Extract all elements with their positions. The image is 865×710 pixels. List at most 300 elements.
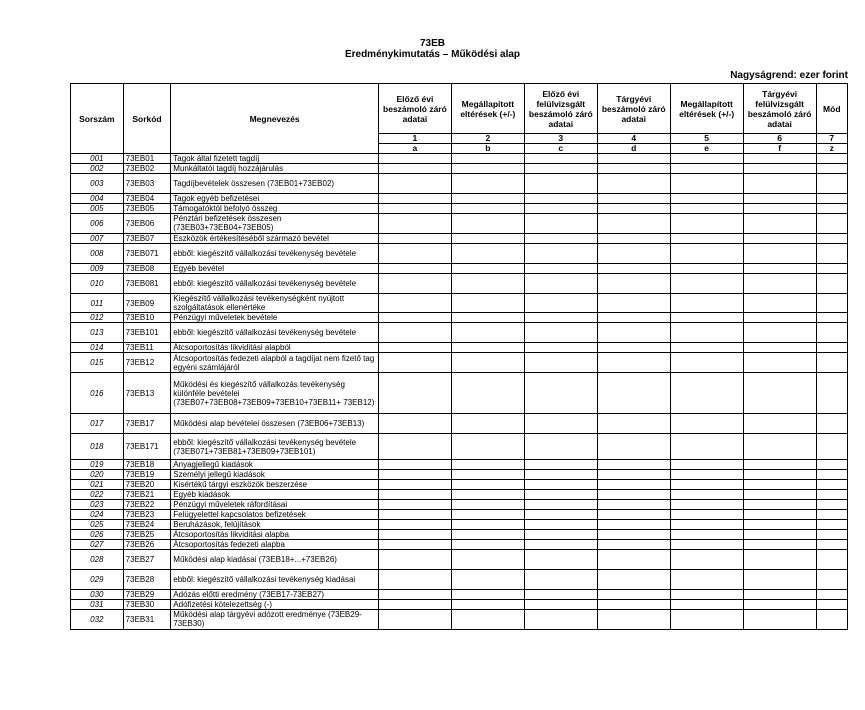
value-cell-z[interactable] (816, 510, 847, 520)
value-cell-a[interactable] (378, 233, 451, 243)
row-number: 016 (71, 373, 124, 414)
col-header-6: Tárgyévi felülvizsgált beszámoló záró adatai (743, 84, 816, 134)
value-cell-f[interactable] (743, 500, 816, 510)
value-cell-a[interactable] (378, 460, 451, 470)
row-code: 73EB09 (123, 293, 171, 313)
value-cell-d[interactable] (597, 243, 670, 263)
value-cell-b[interactable] (451, 373, 524, 414)
value-cell-b[interactable] (451, 193, 524, 203)
value-cell-f[interactable] (743, 193, 816, 203)
value-cell-z[interactable] (816, 174, 847, 194)
value-cell-c[interactable] (524, 273, 597, 293)
table-row (71, 243, 848, 263)
value-cell-c[interactable] (524, 510, 597, 520)
value-cell-f[interactable] (743, 343, 816, 353)
value-cell-a[interactable] (378, 174, 451, 194)
row-code: 73EB01 (123, 154, 171, 164)
form-code: 73EB (419, 38, 445, 49)
value-cell-z[interactable] (816, 609, 847, 629)
row-code: 73EB28 (123, 569, 171, 589)
col-header-mod: Mód (816, 84, 847, 134)
value-cell-e[interactable] (670, 164, 743, 174)
value-cell-f[interactable] (743, 510, 816, 520)
value-cell-e[interactable] (670, 589, 743, 599)
value-cell-e[interactable] (670, 609, 743, 629)
value-cell-f[interactable] (743, 599, 816, 609)
value-cell-e[interactable] (670, 353, 743, 373)
value-cell-b[interactable] (451, 530, 524, 540)
value-cell-c[interactable] (524, 213, 597, 233)
value-cell-z[interactable] (816, 480, 847, 490)
value-cell-b[interactable] (451, 500, 524, 510)
value-cell-z[interactable] (816, 154, 847, 164)
value-cell-e[interactable] (670, 373, 743, 414)
row-code: 73EB08 (123, 263, 171, 273)
value-cell-d[interactable] (597, 500, 670, 510)
value-cell-c[interactable] (524, 480, 597, 490)
value-cell-c[interactable] (524, 599, 597, 609)
value-cell-d[interactable] (597, 213, 670, 233)
table-row (71, 470, 848, 480)
value-cell-d[interactable] (597, 540, 670, 550)
value-cell-b[interactable] (451, 434, 524, 460)
value-cell-e[interactable] (670, 569, 743, 589)
value-cell-b[interactable] (451, 343, 524, 353)
table-row (71, 434, 848, 460)
col-letter: b (451, 144, 524, 154)
value-cell-z[interactable] (816, 500, 847, 510)
value-cell-d[interactable] (597, 414, 670, 434)
value-cell-e[interactable] (670, 530, 743, 540)
value-cell-f[interactable] (743, 550, 816, 570)
value-cell-a[interactable] (378, 213, 451, 233)
value-cell-e[interactable] (670, 550, 743, 570)
value-cell-f[interactable] (743, 293, 816, 313)
value-cell-c[interactable] (524, 313, 597, 323)
row-number: 018 (71, 434, 124, 460)
value-cell-d[interactable] (597, 550, 670, 570)
value-cell-e[interactable] (670, 154, 743, 164)
row-code: 73EB13 (123, 373, 171, 414)
value-cell-e[interactable] (670, 243, 743, 263)
col-letter: e (670, 144, 743, 154)
value-cell-c[interactable] (524, 293, 597, 313)
value-cell-d[interactable] (597, 174, 670, 194)
value-cell-c[interactable] (524, 540, 597, 550)
row-description: Anyagjellegű kiadások (171, 460, 379, 470)
value-cell-a[interactable] (378, 353, 451, 373)
value-cell-z[interactable] (816, 373, 847, 414)
value-cell-a[interactable] (378, 273, 451, 293)
value-cell-a[interactable] (378, 500, 451, 510)
value-cell-f[interactable] (743, 213, 816, 233)
value-cell-f[interactable] (743, 470, 816, 480)
table-row (71, 480, 848, 490)
value-cell-f[interactable] (743, 609, 816, 629)
row-description: ebből: kiegészítő vállalkozási tevékenység bevétele (171, 323, 379, 343)
value-cell-c[interactable] (524, 353, 597, 373)
value-cell-b[interactable] (451, 470, 524, 480)
value-cell-e[interactable] (670, 174, 743, 194)
row-number: 020 (71, 470, 124, 480)
value-cell-a[interactable] (378, 154, 451, 164)
value-cell-d[interactable] (597, 193, 670, 203)
value-cell-b[interactable] (451, 323, 524, 343)
value-cell-d[interactable] (597, 273, 670, 293)
row-code: 73EB171 (123, 434, 171, 460)
col-number: 5 (670, 134, 743, 144)
value-cell-d[interactable] (597, 480, 670, 490)
row-description: Működési alap tárgyévi adózott eredménye (73EB29-73EB30) (171, 609, 379, 629)
value-cell-z[interactable] (816, 263, 847, 273)
value-cell-e[interactable] (670, 233, 743, 243)
row-description: Adófizetési kötelezettség (-) (171, 599, 379, 609)
row-description: Pénztári befizetések összesen (73EB03+73EB04+73EB05) (171, 213, 379, 233)
value-cell-z[interactable] (816, 203, 847, 213)
value-cell-e[interactable] (670, 263, 743, 273)
value-cell-a[interactable] (378, 490, 451, 500)
value-cell-f[interactable] (743, 520, 816, 530)
value-cell-c[interactable] (524, 569, 597, 589)
value-cell-f[interactable] (743, 154, 816, 164)
row-number: 007 (71, 233, 124, 243)
row-number: 001 (71, 154, 124, 164)
col-header-3: Előző évi felülvizsgált beszámoló záró adatai (524, 84, 597, 134)
value-cell-z[interactable] (816, 470, 847, 480)
value-cell-d[interactable] (597, 343, 670, 353)
value-cell-c[interactable] (524, 154, 597, 164)
value-cell-b[interactable] (451, 243, 524, 263)
value-cell-f[interactable] (743, 414, 816, 434)
value-cell-z[interactable] (816, 164, 847, 174)
row-number: 013 (71, 323, 124, 343)
value-cell-b[interactable] (451, 589, 524, 599)
row-code: 73EB04 (123, 193, 171, 203)
value-cell-b[interactable] (451, 460, 524, 470)
value-cell-a[interactable] (378, 373, 451, 414)
col-letter: c (524, 144, 597, 154)
income-statement-table (70, 83, 848, 630)
value-cell-c[interactable] (524, 530, 597, 540)
row-code: 73EB11 (123, 343, 171, 353)
table-row (71, 174, 848, 194)
value-cell-a[interactable] (378, 470, 451, 480)
value-cell-a[interactable] (378, 540, 451, 550)
value-cell-d[interactable] (597, 164, 670, 174)
value-cell-b[interactable] (451, 313, 524, 323)
value-cell-b[interactable] (451, 510, 524, 520)
value-cell-d[interactable] (597, 510, 670, 520)
value-cell-z[interactable] (816, 530, 847, 540)
value-cell-a[interactable] (378, 323, 451, 343)
value-cell-c[interactable] (524, 589, 597, 599)
col-header-megnevezes: Megnevezés (171, 84, 379, 154)
value-cell-e[interactable] (670, 313, 743, 323)
value-cell-z[interactable] (816, 589, 847, 599)
value-cell-e[interactable] (670, 203, 743, 213)
value-cell-a[interactable] (378, 480, 451, 490)
value-cell-d[interactable] (597, 530, 670, 540)
value-cell-f[interactable] (743, 174, 816, 194)
value-cell-d[interactable] (597, 233, 670, 243)
value-cell-e[interactable] (670, 273, 743, 293)
row-number: 023 (71, 500, 124, 510)
value-cell-b[interactable] (451, 540, 524, 550)
col-header-1: Előző évi beszámoló záró adatai (378, 84, 451, 134)
value-cell-e[interactable] (670, 434, 743, 460)
value-cell-f[interactable] (743, 569, 816, 589)
value-cell-c[interactable] (524, 243, 597, 263)
value-cell-d[interactable] (597, 434, 670, 460)
value-cell-d[interactable] (597, 323, 670, 343)
row-description: ebből: kiegészítő vállalkozási tevékenység kiadásai (171, 569, 379, 589)
value-cell-b[interactable] (451, 154, 524, 164)
value-cell-f[interactable] (743, 460, 816, 470)
value-cell-z[interactable] (816, 520, 847, 530)
value-cell-e[interactable] (670, 193, 743, 203)
value-cell-f[interactable] (743, 589, 816, 599)
value-cell-b[interactable] (451, 293, 524, 313)
table-row (71, 213, 848, 233)
value-cell-d[interactable] (597, 470, 670, 480)
value-cell-c[interactable] (524, 500, 597, 510)
value-cell-f[interactable] (743, 490, 816, 500)
row-code: 73EB29 (123, 589, 171, 599)
value-cell-b[interactable] (451, 480, 524, 490)
value-cell-e[interactable] (670, 460, 743, 470)
value-cell-f[interactable] (743, 323, 816, 343)
value-cell-z[interactable] (816, 414, 847, 434)
value-cell-c[interactable] (524, 343, 597, 353)
value-cell-z[interactable] (816, 353, 847, 373)
row-number: 021 (71, 480, 124, 490)
value-cell-b[interactable] (451, 599, 524, 609)
row-number: 010 (71, 273, 124, 293)
value-cell-b[interactable] (451, 609, 524, 629)
value-cell-b[interactable] (451, 233, 524, 243)
form-title: Eredménykimutatás – Működési alap (344, 49, 521, 60)
value-cell-e[interactable] (670, 510, 743, 520)
value-cell-c[interactable] (524, 233, 597, 243)
value-cell-d[interactable] (597, 460, 670, 470)
value-cell-f[interactable] (743, 480, 816, 490)
value-cell-c[interactable] (524, 193, 597, 203)
value-cell-d[interactable] (597, 203, 670, 213)
table-row (71, 323, 848, 343)
value-cell-d[interactable] (597, 569, 670, 589)
value-cell-d[interactable] (597, 599, 670, 609)
row-description: Tagok egyéb befizetései (171, 193, 379, 203)
value-cell-b[interactable] (451, 203, 524, 213)
value-cell-a[interactable] (378, 589, 451, 599)
row-number: 032 (71, 609, 124, 629)
value-cell-a[interactable] (378, 414, 451, 434)
value-cell-b[interactable] (451, 164, 524, 174)
value-cell-c[interactable] (524, 490, 597, 500)
row-description: Pénzügyi műveletek ráfordításai (171, 500, 379, 510)
value-cell-e[interactable] (670, 293, 743, 313)
table-row (71, 273, 848, 293)
value-cell-z[interactable] (816, 193, 847, 203)
value-cell-f[interactable] (743, 273, 816, 293)
value-cell-e[interactable] (670, 599, 743, 609)
value-cell-a[interactable] (378, 520, 451, 530)
value-cell-c[interactable] (524, 460, 597, 470)
value-cell-d[interactable] (597, 293, 670, 313)
value-cell-e[interactable] (670, 414, 743, 434)
value-cell-d[interactable] (597, 263, 670, 273)
value-cell-z[interactable] (816, 213, 847, 233)
value-cell-c[interactable] (524, 434, 597, 460)
value-cell-f[interactable] (743, 164, 816, 174)
row-number: 027 (71, 540, 124, 550)
value-cell-a[interactable] (378, 569, 451, 589)
row-code: 73EB30 (123, 599, 171, 609)
row-number: 004 (71, 193, 124, 203)
value-cell-d[interactable] (597, 373, 670, 414)
row-code: 73EB25 (123, 530, 171, 540)
value-cell-c[interactable] (524, 609, 597, 629)
value-cell-c[interactable] (524, 323, 597, 343)
row-number: 012 (71, 313, 124, 323)
value-cell-z[interactable] (816, 293, 847, 313)
row-code: 73EB10 (123, 313, 171, 323)
row-description: Működési alap bevételei összesen (73EB06+73EB13) (171, 414, 379, 434)
row-code: 73EB071 (123, 243, 171, 263)
value-cell-a[interactable] (378, 164, 451, 174)
value-cell-a[interactable] (378, 343, 451, 353)
value-cell-z[interactable] (816, 460, 847, 470)
row-number: 031 (71, 599, 124, 609)
row-description: Adózás előtti eredmény (73EB17-73EB27) (171, 589, 379, 599)
value-cell-z[interactable] (816, 243, 847, 263)
value-cell-d[interactable] (597, 520, 670, 530)
value-cell-z[interactable] (816, 313, 847, 323)
row-number: 028 (71, 550, 124, 570)
value-cell-e[interactable] (670, 520, 743, 530)
value-cell-c[interactable] (524, 263, 597, 273)
value-cell-a[interactable] (378, 510, 451, 520)
value-cell-d[interactable] (597, 589, 670, 599)
value-cell-a[interactable] (378, 609, 451, 629)
value-cell-z[interactable] (816, 273, 847, 293)
value-cell-b[interactable] (451, 520, 524, 530)
value-cell-a[interactable] (378, 203, 451, 213)
value-cell-c[interactable] (524, 373, 597, 414)
value-cell-z[interactable] (816, 490, 847, 500)
value-cell-z[interactable] (816, 343, 847, 353)
row-description: Átcsoportosítás likviditási alapból (171, 343, 379, 353)
value-cell-f[interactable] (743, 263, 816, 273)
value-cell-a[interactable] (378, 293, 451, 313)
value-cell-f[interactable] (743, 434, 816, 460)
value-cell-b[interactable] (451, 490, 524, 500)
value-cell-z[interactable] (816, 323, 847, 343)
row-number: 009 (71, 263, 124, 273)
row-description: Pénzügyi műveletek bevétele (171, 313, 379, 323)
value-cell-c[interactable] (524, 520, 597, 530)
value-cell-e[interactable] (670, 213, 743, 233)
value-cell-c[interactable] (524, 414, 597, 434)
value-cell-c[interactable] (524, 203, 597, 213)
value-cell-a[interactable] (378, 243, 451, 263)
value-cell-e[interactable] (670, 480, 743, 490)
row-description: Eszközök értékesítéséből származó bevétel (171, 233, 379, 243)
value-cell-z[interactable] (816, 434, 847, 460)
value-cell-z[interactable] (816, 569, 847, 589)
value-cell-f[interactable] (743, 313, 816, 323)
value-cell-d[interactable] (597, 609, 670, 629)
value-cell-f[interactable] (743, 540, 816, 550)
value-cell-c[interactable] (524, 164, 597, 174)
value-cell-b[interactable] (451, 550, 524, 570)
table-row (71, 353, 848, 373)
value-cell-z[interactable] (816, 540, 847, 550)
value-cell-c[interactable] (524, 470, 597, 480)
row-code: 73EB24 (123, 520, 171, 530)
value-cell-b[interactable] (451, 174, 524, 194)
value-cell-a[interactable] (378, 313, 451, 323)
row-description: Tagok által fizetett tagdíj (171, 154, 379, 164)
value-cell-f[interactable] (743, 233, 816, 243)
value-cell-a[interactable] (378, 434, 451, 460)
value-cell-e[interactable] (670, 490, 743, 500)
value-cell-b[interactable] (451, 414, 524, 434)
value-cell-e[interactable] (670, 470, 743, 480)
value-cell-d[interactable] (597, 154, 670, 164)
row-code: 73EB02 (123, 164, 171, 174)
value-cell-d[interactable] (597, 490, 670, 500)
value-cell-d[interactable] (597, 353, 670, 373)
row-description: Támogatóktól befolyó összeg (171, 203, 379, 213)
value-cell-d[interactable] (597, 313, 670, 323)
value-cell-f[interactable] (743, 373, 816, 414)
value-cell-a[interactable] (378, 550, 451, 570)
row-code: 73EB07 (123, 233, 171, 243)
value-cell-f[interactable] (743, 353, 816, 373)
value-cell-z[interactable] (816, 599, 847, 609)
row-number: 014 (71, 343, 124, 353)
value-cell-f[interactable] (743, 203, 816, 213)
value-cell-z[interactable] (816, 550, 847, 570)
row-code: 73EB20 (123, 480, 171, 490)
value-cell-e[interactable] (670, 540, 743, 550)
value-cell-e[interactable] (670, 343, 743, 353)
row-code: 73EB21 (123, 490, 171, 500)
col-number: 6 (743, 134, 816, 144)
value-cell-b[interactable] (451, 353, 524, 373)
value-cell-c[interactable] (524, 550, 597, 570)
value-cell-a[interactable] (378, 263, 451, 273)
value-cell-e[interactable] (670, 323, 743, 343)
table-row (71, 550, 848, 570)
value-cell-f[interactable] (743, 243, 816, 263)
value-cell-b[interactable] (451, 273, 524, 293)
table-row (71, 193, 848, 203)
value-cell-a[interactable] (378, 193, 451, 203)
row-number: 005 (71, 203, 124, 213)
value-cell-e[interactable] (670, 500, 743, 510)
value-cell-a[interactable] (378, 599, 451, 609)
value-cell-c[interactable] (524, 174, 597, 194)
value-cell-b[interactable] (451, 569, 524, 589)
value-cell-z[interactable] (816, 233, 847, 243)
value-cell-b[interactable] (451, 213, 524, 233)
value-cell-f[interactable] (743, 530, 816, 540)
value-cell-a[interactable] (378, 530, 451, 540)
value-cell-b[interactable] (451, 263, 524, 273)
col-letter: f (743, 144, 816, 154)
